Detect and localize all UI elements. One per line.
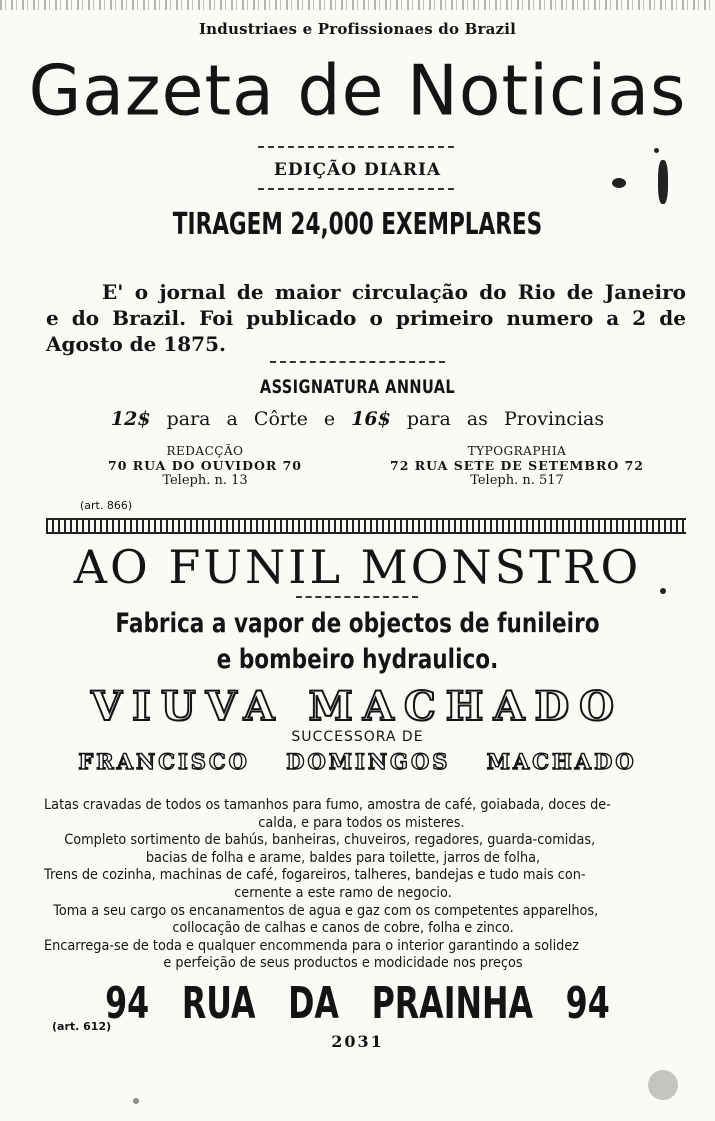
ad-subtitle-line: e bombeiro hydraulico. xyxy=(216,644,499,675)
ad-title: AO FUNIL MONSTRO xyxy=(73,540,642,594)
ad-body-line: bacias de folha e arame, baldes para toilette, jarros de folha, xyxy=(145,849,541,866)
masthead-title: Gazeta de Noticias xyxy=(28,51,687,132)
article-number: (art. 612) xyxy=(52,1020,112,1033)
article-number: (art. 866) xyxy=(80,499,133,512)
redaccao-block xyxy=(60,444,350,488)
ad-body-line: calda, e para todos os misteres. xyxy=(258,814,465,831)
ad-body-line: Latas cravadas de todos os tamanhos para fumo, amostra de café, goiabada, doces de- xyxy=(44,797,611,813)
ink-blot xyxy=(660,588,666,594)
ad-address-text: 94 RUA DA PRAINHA 94 xyxy=(105,978,610,1029)
ad-body-line: Toma a seu cargo os encanamentos de agua e gaz com os competentes apparelhos, xyxy=(53,902,599,919)
ink-blot xyxy=(648,1070,678,1100)
typographia-block xyxy=(352,444,682,488)
intro-line: E' o jornal de maior circulação do Rio de Janeiro xyxy=(102,280,686,304)
successora-label: SUCCESSORA DE xyxy=(291,729,424,745)
greek-key-border xyxy=(46,518,686,534)
ad-body-line: Encarrega-se de toda e qualquer encommenda para o interior garantindo a solidez xyxy=(44,937,580,954)
redaccao-telephone: Teleph. n. 13 xyxy=(162,473,248,488)
price-provinces: 16$ xyxy=(351,408,391,430)
intro-line: e do Brazil. Foi publicado o primeiro numero a 2 de xyxy=(46,306,686,330)
ad-body xyxy=(44,797,642,973)
ornamental-rule xyxy=(258,146,454,148)
typographia-telephone: Teleph. n. 517 xyxy=(470,473,564,488)
ornamental-rule xyxy=(296,596,418,598)
ornamental-rule xyxy=(270,361,445,363)
ink-blot xyxy=(133,1098,139,1104)
ink-blot xyxy=(658,160,668,204)
intro-line: Agosto de 1875. xyxy=(46,332,226,356)
redaccao-heading: REDACÇÃO xyxy=(166,444,244,458)
top-line: Industriaes e Profissionaes do Brazil xyxy=(198,20,517,38)
price-provinces-text: para as Provincias xyxy=(406,408,605,430)
redaccao-address: 70 RUA DO OUVIDOR 70 xyxy=(108,458,302,473)
typographia-heading: TYPOGRAPHIA xyxy=(467,444,567,458)
ad-body-line: collocação de calhas e canos de cobre, folha e zinco. xyxy=(172,920,514,937)
ad-code: 2031 xyxy=(331,1032,384,1051)
typographia-address: 72 RUA SETE DE SETEMBRO 72 xyxy=(390,458,644,473)
owner-name: VIUVA MACHADO xyxy=(90,683,625,730)
predecessor-name: FRANCISCO DOMINGOS MACHADO xyxy=(78,749,637,774)
ad-body-line: cernente a este ramo de negocio. xyxy=(234,884,452,901)
top-print-specks xyxy=(0,0,715,10)
ad-body-line: e perfeição de seus productos e modicidade nos preços xyxy=(163,955,523,972)
ornamental-rule xyxy=(258,188,454,190)
subscription-prices xyxy=(0,408,715,430)
intro-paragraph xyxy=(46,279,686,357)
edition-label: EDIÇÃO DIARIA xyxy=(273,160,442,180)
ad-body-line: Trens de cozinha, machinas de café, fogareiros, talheres, bandejas e tudo mais con- xyxy=(44,867,586,884)
price-court-text: para a Côrte e xyxy=(166,408,336,430)
ink-blot xyxy=(654,148,659,153)
price-court: 12$ xyxy=(110,408,151,430)
subscription-title: ASSIGNATURA ANNUAL xyxy=(259,376,456,398)
ad-subtitle-line: Fabrica a vapor de objectos de funileiro xyxy=(115,608,600,639)
ad-body-line: Completo sortimento de bahús, banheiras, chuveiros, regadores, guarda-comidas, xyxy=(64,832,596,849)
ink-blot xyxy=(612,178,626,188)
circulation-headline: TIRAGEM 24,000 EXEMPLARES xyxy=(172,207,543,242)
